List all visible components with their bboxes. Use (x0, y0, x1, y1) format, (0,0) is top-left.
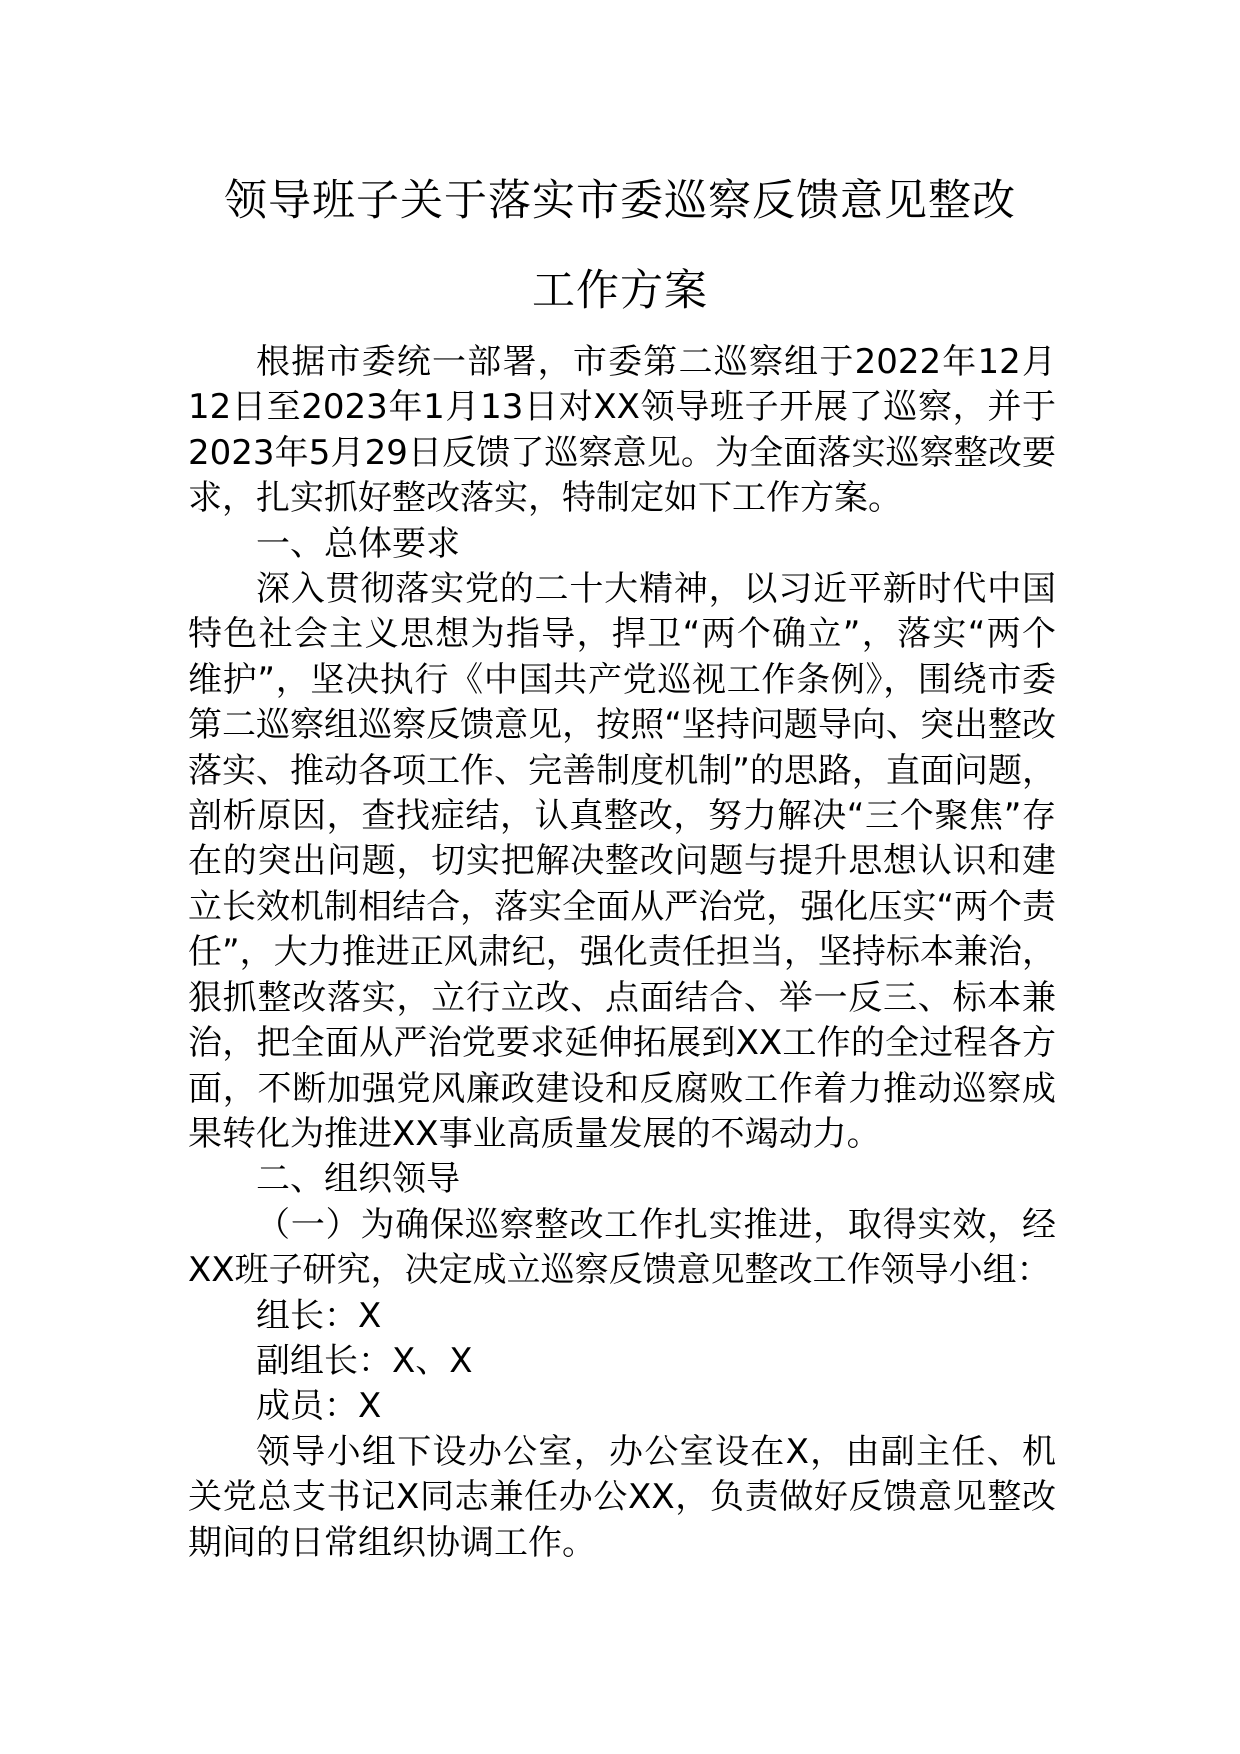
deputy-leader-line: 副组长：X、X (256, 1340, 473, 1381)
document-title-line-1: 领导班子关于落实市委巡察反馈意见整改 (224, 176, 1016, 226)
paragraph-office: 领导小组下设办公室，办公室设在X，由副主任、机关党总支书记X同志兼任办公XX，负责做好反馈意见整改期间的日常组织协调工作。 (188, 1431, 1056, 1563)
paragraph-leading-group: （一）为确保巡察整改工作扎实推进，取得实效，经XX班子研究，决定成立巡察反馈意见整改工作领导小组： (188, 1204, 1056, 1291)
section-heading-general-requirements: 一、总体要求 (256, 523, 460, 564)
members-line: 成员：X (256, 1386, 382, 1427)
document-body (188, 340, 1056, 1566)
section-heading-organization: 二、组织领导 (256, 1159, 460, 1200)
document-title-line-2: 工作方案 (532, 266, 708, 316)
paragraph-general-requirements: 深入贯彻落实党的二十大精神，以习近平新时代中国特色社会主义思想为指导，捍卫“两个确立”，落实“两个维护”，坚决执行《中国共产党巡视工作条例》，围绕市委第二巡察组巡察反馈意见，按照“坚持问题导向、突出整改落实、推动各项工作、完善制度机制”的思路，直面问题，剖析原因，查找症结，认真整改，努力解决“三个聚焦”存在的突出问题，切实把解决整改问题与提升思想认识和建立长效机制相结合，落实全面从严治党，强化压实“两个责任”，大力推进正风肃纪，强化责任担当，坚持标本兼治，狠抓整改落实，立行立改、点面结合、举一反三、标本兼治，把全面从严治党要求延伸拓展到XX工作的全过程各方面，不断加强党风廉政建设和反腐败工作着力推动巡察成果转化为推进XX事业高质量发展的不竭动力。 (188, 569, 1056, 1154)
paragraph-intro: 根据市委统一部署，市委第二巡察组于2022年12月12日至2023年1月13日对XX领导班子开展了巡察，并于2023年5月29日反馈了巡察意见。为全面落实巡察整改要求，扎实抓好整改落实，特制定如下工作方案。 (188, 342, 1056, 519)
group-leader-line: 组长：X (256, 1295, 382, 1336)
